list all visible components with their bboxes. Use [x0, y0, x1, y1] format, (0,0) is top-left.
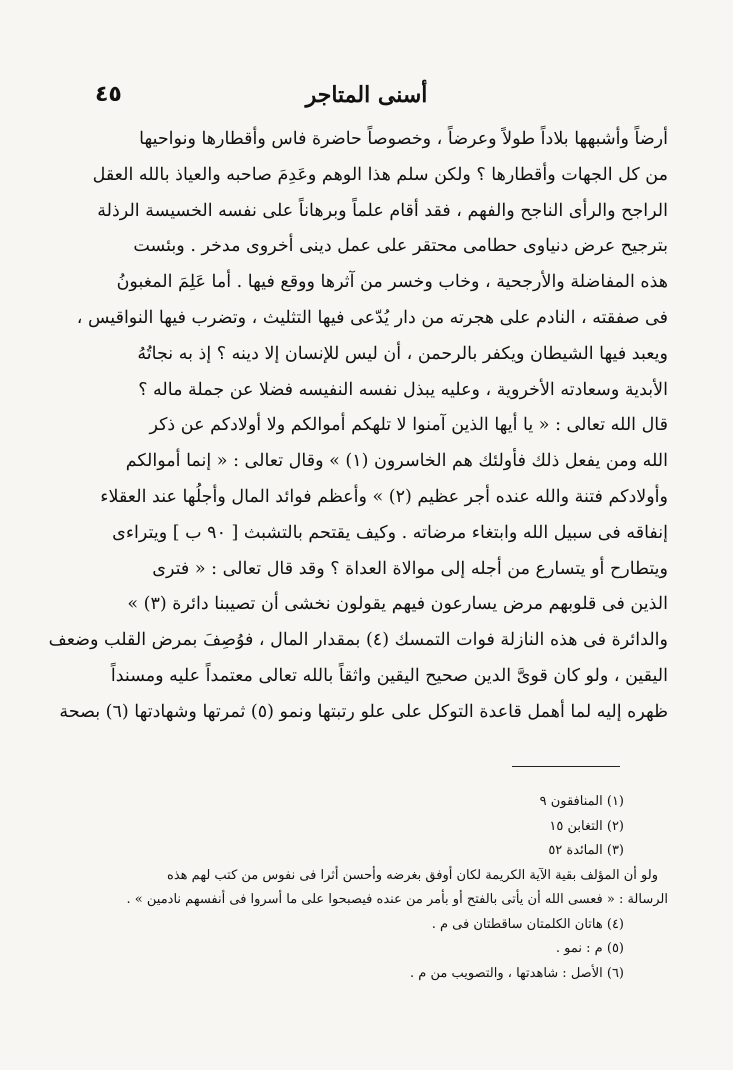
footnote: (٤) هاتان الكلمتان ساقطتان فى م . — [431, 916, 624, 932]
text-line: من كل الجهات وأقطارها ؟ ولكن سلم هذا الوهم وعَدِمَ صاحبه والعياذ بالله العقل — [92, 164, 668, 185]
footnotes — [78, 790, 668, 986]
text-line: فى صفقته ، النادم على هجرته من دار يُدّعى فيها التثليث ، وتضرب فيها النواقيس ، — [76, 307, 668, 328]
footnote: (٦) الأصل : شاهدتها ، والتصويب من م . — [410, 965, 624, 981]
page-number: ٤٥ — [95, 82, 122, 107]
text-line: اليقين ، ولو كان قوىَّ الدين صحيح اليقين واثقاً بالله تعالى معتمداً عليه ومسنداً — [110, 665, 668, 686]
footnote-divider — [512, 766, 620, 767]
text-line: ظهره إليه لما أهمل قاعدة التوكل على علو رتبتها ونمو (٥) ثمرتها وشهادتها (٦) بصحة — [59, 701, 668, 722]
footnote: (٢) التغابن ١٥ — [549, 818, 624, 834]
footnote-note: الرسالة : « فعسى الله أن يأتى بالفتح أو بأمر من عنده فيصبحوا على ما أسروا فى أنفسهم نادمين » . — [126, 892, 668, 907]
text-line: هذه المفاضلة والأرجحية ، وخاب وخسر من آثرها ووقع فيها . أما عَلِمَ المغبونُ — [116, 272, 668, 293]
running-title: أسنى المتاجر — [305, 82, 428, 108]
text-line: بترجيح عرض دنياوى حطامى محتقر على عمل دينى أخروى مدخر . وبئست — [133, 236, 668, 257]
footnote: (٥) م : نمو . — [555, 941, 624, 956]
text-line: والدائرة فى هذه النازلة فوات التمسك (٤) بمقدار المال ، فوُصِفَ بمرض القلب وضعف — [48, 630, 668, 651]
page-header — [95, 82, 638, 118]
text-line: الذين فى قلوبهم مرض يسارعون فيهم يقولون نخشى أن تصيبنا دائرة (٣) » — [127, 594, 668, 615]
footnote: (٣) المائدة ٥٢ — [548, 843, 624, 858]
text-line: قال الله تعالى : « يا أيها الذين آمنوا لا تلهكم أموالكم ولا أولادكم عن ذكر — [149, 415, 668, 436]
text-line: الله ومن يفعل ذلك فأولئك هم الخاسرون (١) » وقال تعالى : « إنما أموالكم — [125, 451, 668, 472]
footnote-note: ولو أن المؤلف بقية الآية الكريمة لكان أوفق بغرضه وأحسن أثرا فى نفوس من كتب لهم هذه — [167, 867, 658, 883]
text-line: ويعبد فيها الشيطان ويكفر بالرحمن ، أن ليس للإنسان إلا دينه ؟ إذ به نجاتُهُ — [137, 343, 668, 364]
text-line: الراجح والرأى الناجح والفهم ، فقد أقام علماً وبرهاناً على نفسه الخسيسة الرذلة — [97, 200, 668, 221]
text-line: أرضاً وأشبهها بلاداً طولاً وعرضاً ، وخصوصاً حاضرة فاس وأقطارها ونواحيها — [139, 129, 668, 149]
text-line: وأولادكم فتنة والله عنده أجر عظيم (٢) » وأعظم فوائد المال وأجلُها عند العقلاء — [100, 486, 668, 507]
text-line: الأبدية وسعادته الأخروية ، وعليه يبذل نفسه النفيسه فضلا عن جملة ماله ؟ — [138, 379, 668, 400]
footnote: (١) المنافقون ٩ — [539, 794, 624, 809]
text-line: ويتطارح أو يتسارع من أجله إلى موالاة العداة ؟ وقد قال تعالى : « فترى — [152, 558, 668, 579]
main-text — [48, 122, 668, 731]
text-line: إنفاقه فى سبيل الله وابتغاء مرضاته . وكيف يقتحم بالتشبث [ ٩٠ ب ] ويتراءى — [112, 522, 668, 543]
